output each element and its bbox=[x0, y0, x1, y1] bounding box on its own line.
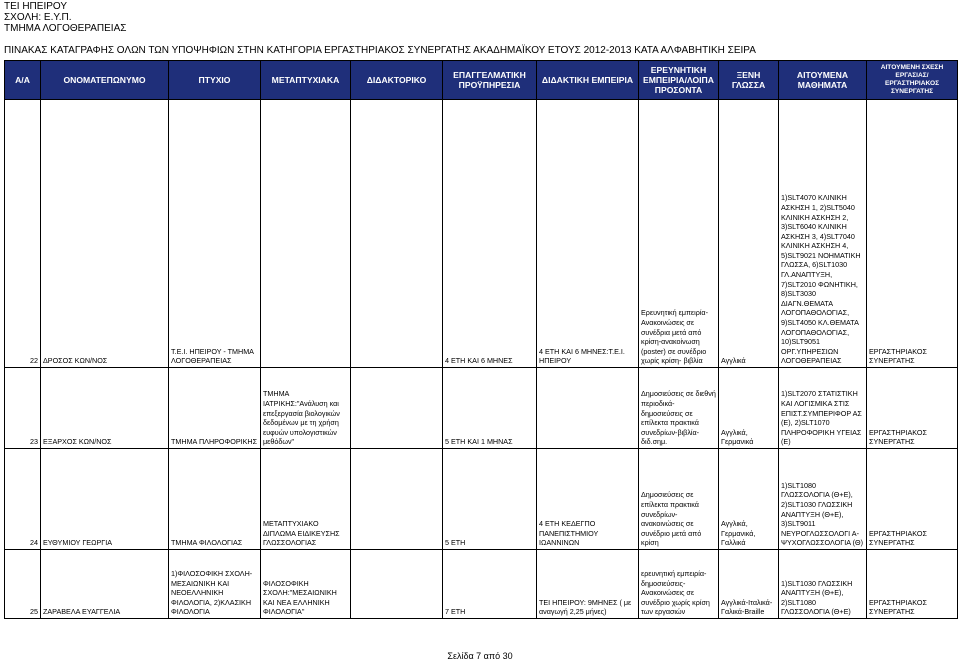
col-header-professional: ΕΠΑΓΓΕΛΜΑΤΙΚΗ ΠΡΟΫΠΗΡΕΣΙΑ bbox=[443, 61, 537, 100]
cell-degree: Τ.Ε.Ι. ΗΠΕΙΡΟΥ - ΤΜΗΜΑ ΛΟΓΟΘΕΡΑΠΕΙΑΣ bbox=[169, 100, 261, 368]
candidates-table bbox=[4, 60, 958, 619]
cell-research: Δημοσιεύσεις σε διεθνή περιοδικά-δημοσιεύσεις σε επίλεκτα πρακτικά συνεδρίων-βιβλία-διδ.σημ. bbox=[639, 368, 719, 449]
col-header-degree: ΠΤΥΧΙΟ bbox=[169, 61, 261, 100]
cell-masters bbox=[261, 100, 351, 368]
cell-aa: 24 bbox=[5, 449, 41, 550]
cell-research: Ερευνητική εμπειρία-Ανακοινώσεις σε συνέδρια μετά από κρίση-ανακοίνωση (poster) σε συνέδριο χωρίς κρίση- βιβλία bbox=[639, 100, 719, 368]
col-header-language: ΞΕΝΗ ΓΛΩΣΣΑ bbox=[719, 61, 779, 100]
col-header-research: ΕΡΕΥΝΗΤΙΚΗ ΕΜΠΕΙΡΙΑ/ΛΟΙΠΑ ΠΡΟΣΟΝΤΑ bbox=[639, 61, 719, 100]
cell-teaching: 4 ΕΤΗ ΚΑΙ 6 ΜΗΝΕΣ:Τ.Ε.Ι. ΗΠΕΙΡΟΥ bbox=[537, 100, 639, 368]
cell-relation: ΕΡΓΑΣΤΗΡΙΑΚΟΣ ΣΥΝΕΡΓΑΤΗΣ bbox=[867, 100, 958, 368]
cell-degree: 1)ΦΙΛΟΣΟΦΙΚΗ ΣΧΟΛΗ-ΜΕΣΑΙΩΝΙΚΗ ΚΑΙ ΝΕΟΕΛΛΗΝΙΚΗ ΦΙΛΟΛΟΓΙΑ, 2)ΚΛΑΣΙΚΗ ΦΙΛΟΛΟΓΙΑ bbox=[169, 550, 261, 619]
col-header-relation: ΑΙΤΟΥΜΕΝΗ ΣΧΕΣΗ ΕΡΓΑΣΙΑΣ/ΕΡΓΑΣΤΗΡΙΑΚΟΣ ΣΥΝΕΡΓΑΤΗΣ bbox=[867, 61, 958, 100]
cell-phd bbox=[351, 550, 443, 619]
cell-professional: 4 ΕΤΗ ΚΑΙ 6 ΜΗΝΕΣ bbox=[443, 100, 537, 368]
cell-relation: ΕΡΓΑΣΤΗΡΙΑΚΟΣ ΣΥΝΕΡΓΑΤΗΣ bbox=[867, 449, 958, 550]
cell-language: Αγγλικά-Ιταλικά-Γαλικά-Braille bbox=[719, 550, 779, 619]
col-header-aa: Α/Α bbox=[5, 61, 41, 100]
table-row bbox=[5, 368, 958, 449]
cell-teaching: ΤΕΙ ΗΠΕΙΡΟΥ: 9ΜΗΝΕΣ ( με αναγωγή 2,25 μήνες) bbox=[537, 550, 639, 619]
cell-language: Αγγλικά, Γερμανικά, Γαλλικά bbox=[719, 449, 779, 550]
cell-research: ερευνητική εμπειρία-δημοσιεύσεις-Ανακοινώσεις σε συνέδριο χωρίς κρίση των εργασιών bbox=[639, 550, 719, 619]
table-row bbox=[5, 550, 958, 619]
institution-name: ΤΕΙ ΗΠΕΙΡΟΥ bbox=[4, 1, 68, 12]
cell-courses: 1)SLT1030 ΓΛΩΣΣΙΚΗ ΑΝΑΠΤΥΞΗ (Θ+Ε), 2)SLT1080 ΓΛΩΣΣΟΛΟΓΙΑ (Θ+Ε) bbox=[779, 550, 867, 619]
cell-name: ΕΞΑΡΧΟΣ ΚΩΝ/ΝΟΣ bbox=[41, 368, 169, 449]
cell-masters: ΜΕΤΑΠΤΥΧΙΑΚΟ ΔΙΠΛΩΜΑ ΕΙΔΙΚΕΥΣΗΣ ΓΛΩΣΣΟΛΟΓΙΑΣ bbox=[261, 449, 351, 550]
cell-degree: ΤΜΗΜΑ ΠΛΗΡΟΦΟΡΙΚΗΣ bbox=[169, 368, 261, 449]
cell-name: ΔΡΟΣΟΣ ΚΩΝ/ΝΟΣ bbox=[41, 100, 169, 368]
school-name: ΣΧΟΛΗ: Ε.Υ.Π. bbox=[4, 12, 72, 23]
cell-professional: 7 ΕΤΗ bbox=[443, 550, 537, 619]
cell-masters: ΤΜΗΜΑ ΙΑΤΡΙΚΗΣ:"Ανάλυση και επεξεργασία βιολογικών δεδομένων με τη χρήση ευφυών υπολογιστικών μεθόδων" bbox=[261, 368, 351, 449]
table-row bbox=[5, 449, 958, 550]
cell-aa: 23 bbox=[5, 368, 41, 449]
page-title: ΠΙΝΑΚΑΣ ΚΑΤΑΓΡΑΦΗΣ ΟΛΩΝ ΤΩΝ ΥΠΟΨΗΦΙΩΝ ΣΤΗΝ ΚΑΤΗΓΟΡΙΑ ΕΡΓΑΣΤΗΡΙΑΚΟΣ ΣΥΝΕΡΓΑΤΗΣ ΑΚΑΔΗΜΑΪΚΟΥ ΕΤΟΥΣ 2012-2013 ΚΑΤΑ ΑΛΦΑΒΗΤΙΚΗ ΣΕΙΡΑ bbox=[4, 45, 756, 56]
cell-phd bbox=[351, 100, 443, 368]
cell-courses: 1)SLT4070 ΚΛΙΝΙΚΗ ΑΣΚΗΣΗ 1, 2)SLT5040 ΚΛΙΝΙΚΗ ΑΣΚΗΣΗ 2, 3)SLT6040 ΚΛΙΝΙΚΗ ΑΣΚΗΣΗ 3, 4)SLT7040 ΚΛΙΝΙΚΗ ΑΣΚΗΣΗ 4, 5)SLT9021 ΝΟΗΜΑΤΙΚΗ ΓΛΩΣΣΑ, 6)SLT1030 ΓΛ.ΑΝΑΠΤΥΞΗ, 7)SLT2010 ΦΩΝΗΤΙΚΗ, 8)SLT3030 ΔΙΑΓΝ.ΘΕΜΑΤΑ ΛΟΓΟΠΑΘΟΛΟΓΙΑΣ, 9)SLT4050 ΚΛ.ΘΕΜΑΤΑ ΛΟΓΟΠΑΘΟΛΟΓΙΑΣ, 10)SLT9051 ΟΡΓ.ΥΠΗΡΕΣΙΩΝ ΛΟΓΟΘΕΡΑΠΕΙΑΣ bbox=[779, 100, 867, 368]
cell-language: Αγγλικά bbox=[719, 100, 779, 368]
table-row bbox=[5, 100, 958, 368]
cell-masters: ΦΙΛΟΣΟΦΙΚΗ ΣΧΟΛΗ:"ΜΕΣΑΙΩΝΙΚΗ ΚΑΙ ΝΕΑ ΕΛΛΗΝΙΚΗ ΦΙΛΟΛΟΓΙΑ" bbox=[261, 550, 351, 619]
department-name: ΤΜΗΜΑ ΛΟΓΟΘΕΡΑΠΕΙΑΣ bbox=[4, 23, 127, 34]
table-header-row bbox=[5, 61, 958, 100]
cell-teaching bbox=[537, 368, 639, 449]
col-header-teaching: ΔΙΔΑΚΤΙΚΗ ΕΜΠΕΙΡΙΑ bbox=[537, 61, 639, 100]
cell-teaching: 4 ΕΤΗ ΚΕΔΕΓΠΟ ΠΑΝΕΠΙΣΤΗΜΙΟΥ ΙΩΑΝΝΙΝΩΝ bbox=[537, 449, 639, 550]
cell-language: Αγγλικά, Γερμανικά bbox=[719, 368, 779, 449]
cell-relation: ΕΡΓΑΣΤΗΡΙΑΚΟΣ ΣΥΝΕΡΓΑΤΗΣ bbox=[867, 550, 958, 619]
cell-courses: 1)SLT1080 ΓΛΩΣΣΟΛΟΓΙΑ (Θ+Ε), 2)SLT1030 ΓΛΩΣΣΙΚΗ ΑΝΑΠΤΥΞΗ (Θ+Ε), 3)SLT9011 ΝΕΥΡΟΓΛΩΣΣΟΛΟΓΙ Α-ΨΥΧΟΓΛΩΣΣΟΛΟΓΙΑ (Θ) bbox=[779, 449, 867, 550]
cell-aa: 22 bbox=[5, 100, 41, 368]
col-header-masters: ΜΕΤΑΠΤΥΧΙΑΚΑ bbox=[261, 61, 351, 100]
cell-relation: ΕΡΓΑΣΤΗΡΙΑΚΟΣ ΣΥΝΕΡΓΑΤΗΣ bbox=[867, 368, 958, 449]
page-footer: Σελίδα 7 από 30 bbox=[447, 651, 513, 661]
cell-professional: 5 ΕΤΗ bbox=[443, 449, 537, 550]
cell-name: ΕΥΘΥΜΙΟΥ ΓΕΩΡΓΙΑ bbox=[41, 449, 169, 550]
cell-courses: 1)SLT2070 ΣΤΑΤΙΣΤΙΚΗ ΚΑΙ ΛΟΓΙΣΜΙΚΑ ΣΤΙΣ ΕΠΙΣΤ.ΣΥΜΠΕΡΙΦΟΡ ΑΣ (Ε), 2)SLT1070 ΠΛΗΡΟΦΟΡΙΚΗ ΥΓΕΙΑΣ (Ε) bbox=[779, 368, 867, 449]
col-header-phd: ΔΙΔΑΚΤΟΡΙΚΟ bbox=[351, 61, 443, 100]
cell-name: ΖΑΡΑΒΕΛΑ ΕΥΑΓΓΕΛΙΑ bbox=[41, 550, 169, 619]
col-header-courses: ΑΙΤΟΥΜΕΝΑ ΜΑΘΗΜΑΤΑ bbox=[779, 61, 867, 100]
cell-phd bbox=[351, 368, 443, 449]
cell-professional: 5 ΕΤΗ ΚΑΙ 1 ΜΗΝΑΣ bbox=[443, 368, 537, 449]
col-header-name: ΟΝΟΜΑΤΕΠΩΝΥΜΟ bbox=[41, 61, 169, 100]
cell-degree: ΤΜΗΜΑ ΦΙΛΟΛΟΓΙΑΣ bbox=[169, 449, 261, 550]
cell-phd bbox=[351, 449, 443, 550]
cell-aa: 25 bbox=[5, 550, 41, 619]
cell-research: Δημοσιεύσεις σε επίλεκτα πρακτικά συνεδρίων-ανακοινώσεις σε συνέδριο μετά από κρίση bbox=[639, 449, 719, 550]
